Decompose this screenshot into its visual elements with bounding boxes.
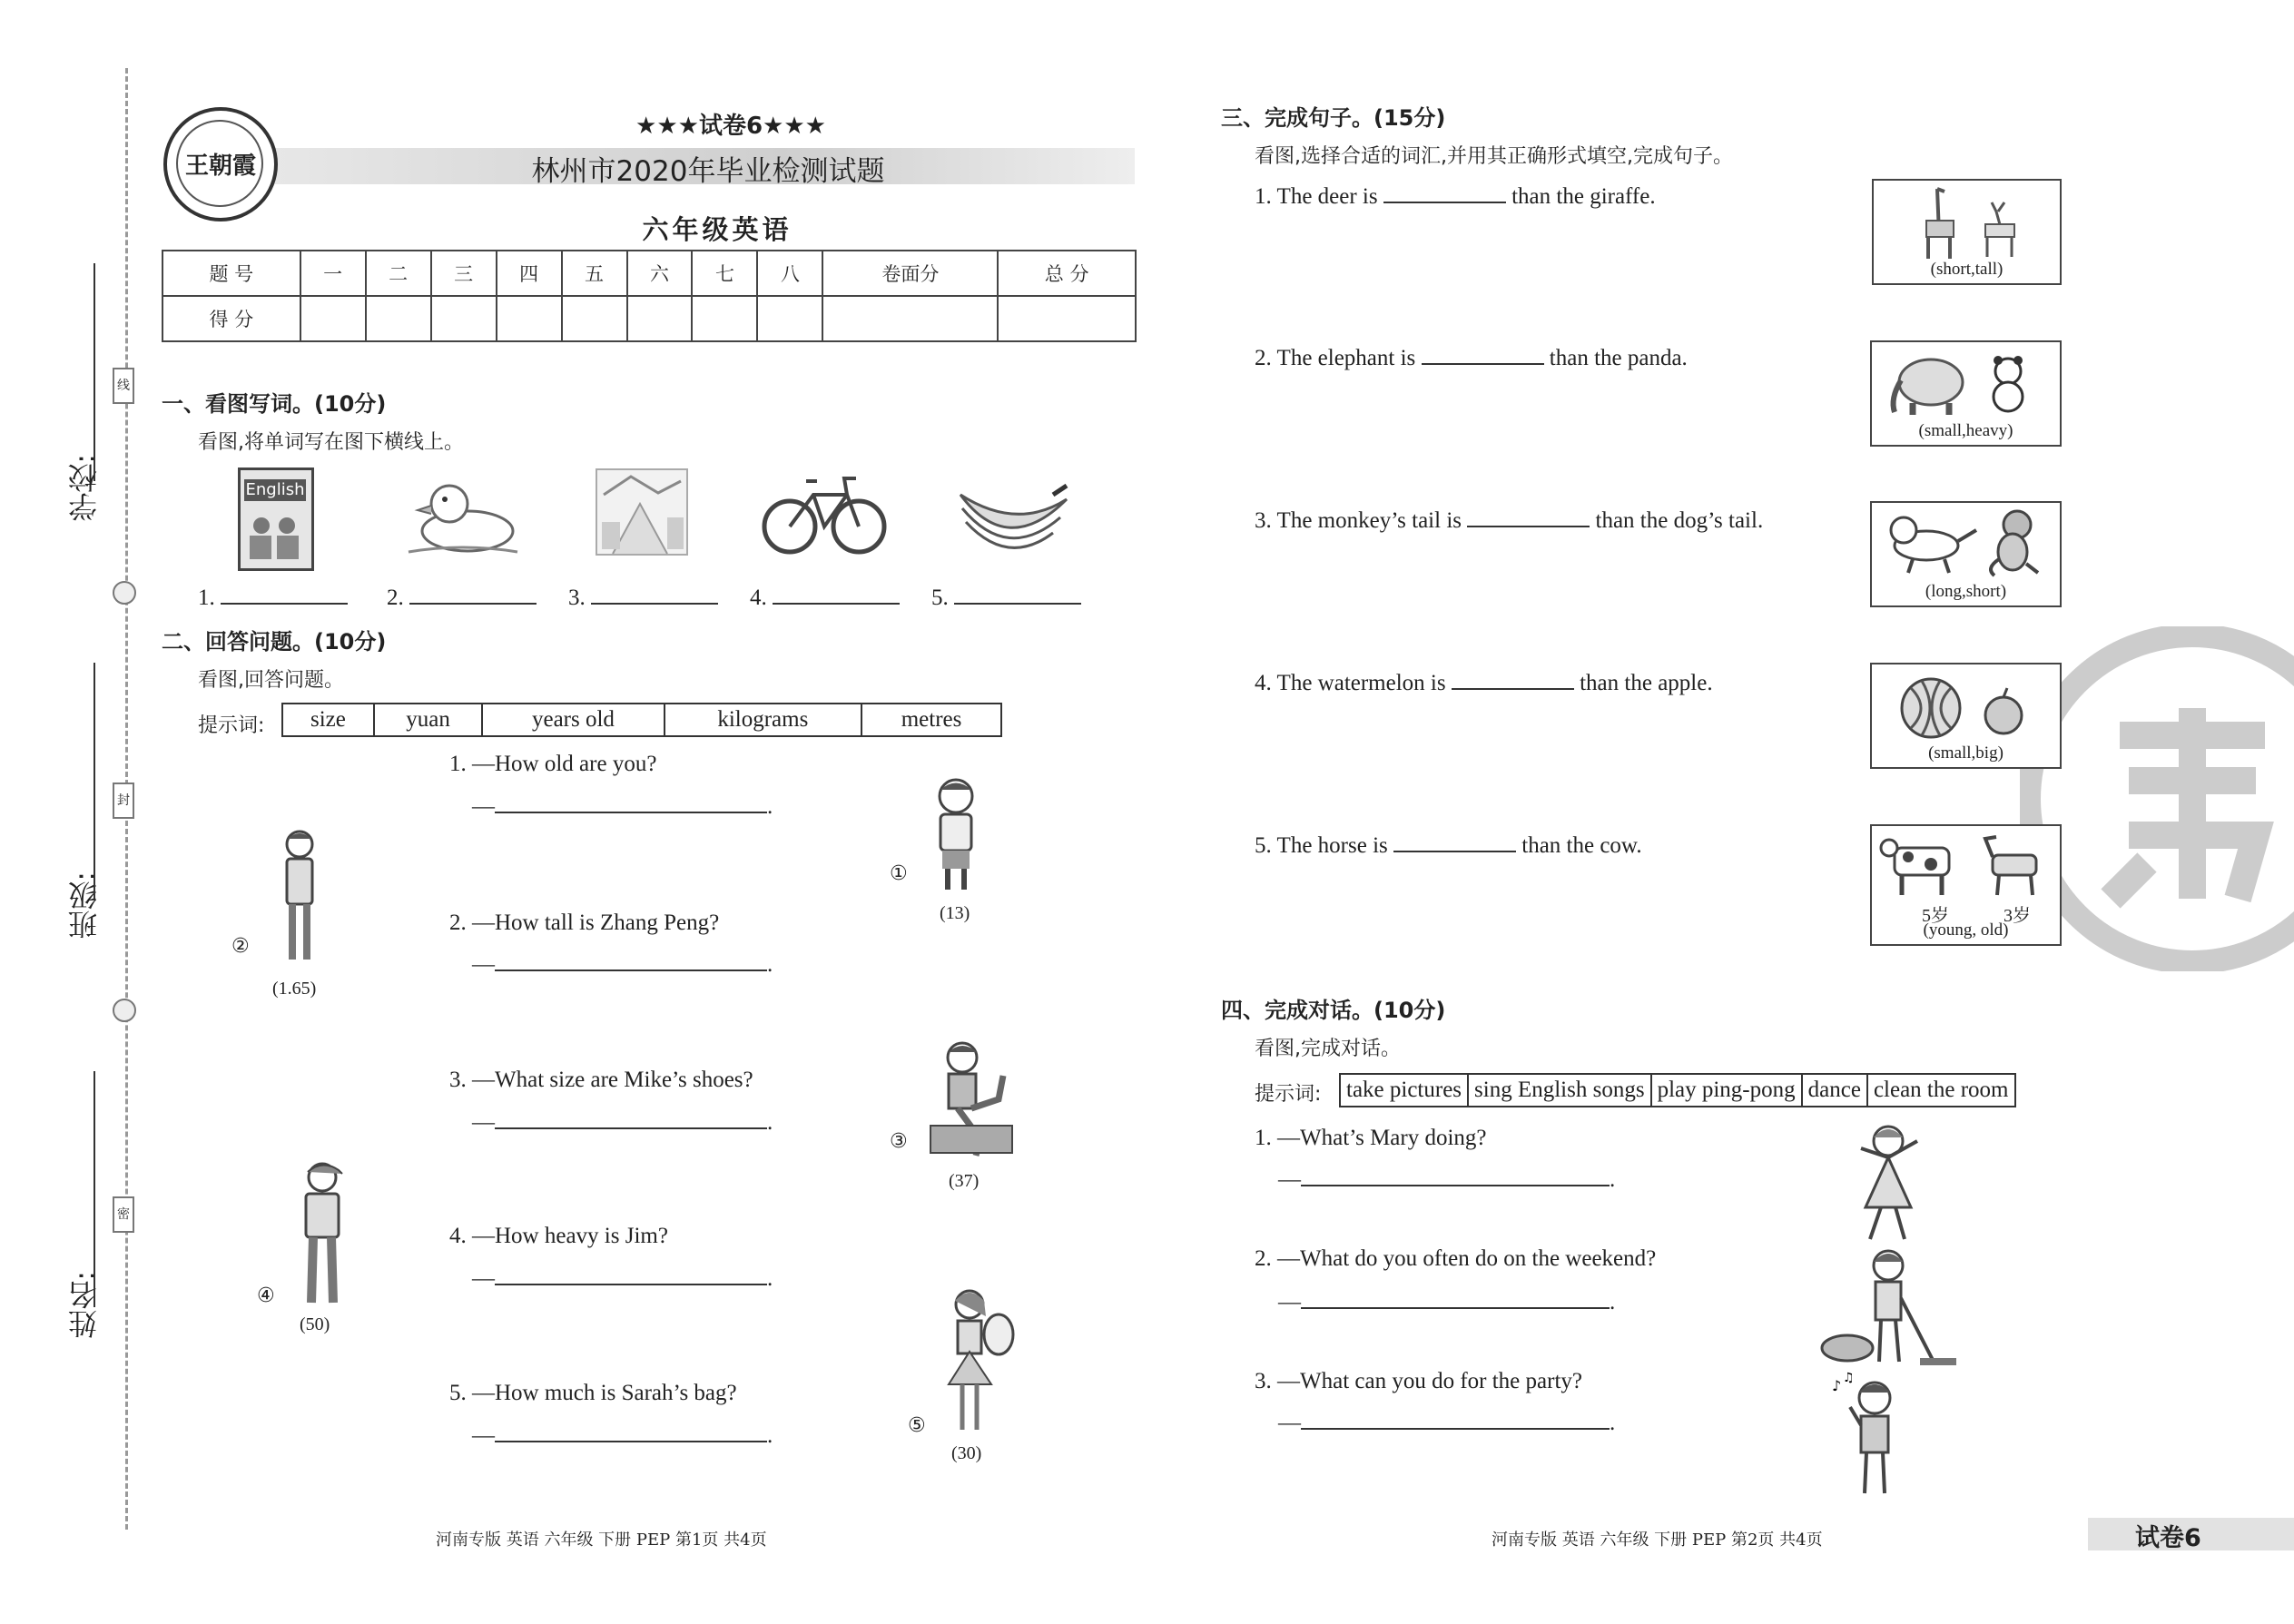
footer-right: 河南专版 英语 六年级 下册 PEP 第2页 共4页 xyxy=(1492,1530,1823,1550)
dialogue-question: 3. —What can you do for the party? xyxy=(1255,1369,1582,1393)
section1-title: 一、看图写词。(10分) xyxy=(162,391,387,417)
score-header: 四 xyxy=(497,251,562,296)
dialogue-question: 1. —What’s Mary doing? xyxy=(1255,1126,1487,1150)
word-number: 2. xyxy=(387,586,404,610)
binding-hole xyxy=(113,999,136,1022)
picture-caption: (small,heavy) xyxy=(1918,421,2013,440)
answer-line[interactable]: — . xyxy=(472,1264,773,1292)
hint-word: metres xyxy=(861,704,1001,736)
section4-title: 四、完成对话。(10分) xyxy=(1221,998,1446,1023)
cow-age: 5岁 xyxy=(1922,906,1949,926)
score-cell xyxy=(757,296,822,341)
score-header: 五 xyxy=(562,251,627,296)
section2-hint-label: 提示词: xyxy=(198,714,265,737)
answer-line[interactable]: — . xyxy=(472,792,773,820)
sentence-1[interactable]: 1. The deer is than the giraffe. xyxy=(1255,182,1656,210)
word-number: 5. xyxy=(931,586,949,610)
figure-number: ⑤ xyxy=(908,1414,926,1437)
dog-monkey-picture xyxy=(1870,501,2062,607)
score-cell xyxy=(692,296,757,341)
hint-word: sing English songs xyxy=(1468,1074,1651,1107)
class-line xyxy=(94,663,95,899)
name-label: 姓名: xyxy=(67,1271,102,1339)
paper-label: ★★★试卷6★★★ xyxy=(635,113,826,140)
class-label: 班级: xyxy=(67,871,102,940)
section3-title: 三、完成句子。(15分) xyxy=(1221,105,1446,131)
sentence-3[interactable]: 3. The monkey’s tail is than the dog’s tail. xyxy=(1255,506,1763,534)
figure-value: (13) xyxy=(940,903,970,923)
footer-left: 河南专版 英语 六年级 下册 PEP 第1页 共4页 xyxy=(436,1530,767,1550)
bicycle-image xyxy=(761,468,888,558)
book-label: English xyxy=(245,480,305,499)
figure-value: (30) xyxy=(951,1443,982,1463)
section4-hint-label: 提示词: xyxy=(1255,1083,1322,1106)
score-table xyxy=(162,250,1137,342)
picture-caption: (long,short) xyxy=(1925,582,2007,601)
hint-word: years old xyxy=(482,704,664,736)
question: 5. —How much is Sarah’s bag? xyxy=(449,1381,737,1405)
hint-word: take pictures xyxy=(1340,1074,1468,1107)
school-label: 学校: xyxy=(67,454,102,522)
figure-number: ④ xyxy=(257,1284,275,1307)
svg-text:♪: ♪ xyxy=(1832,1377,1842,1394)
score-header: 一 xyxy=(300,251,366,296)
word-blank-5[interactable] xyxy=(931,583,1081,611)
bananas-image xyxy=(953,477,1071,558)
question: 4. —How heavy is Jim? xyxy=(449,1224,668,1248)
word-blank-2[interactable] xyxy=(387,583,537,611)
section3-instruction: 看图,选择合适的词汇,并用其正确形式填空,完成句子。 xyxy=(1255,145,1733,168)
word-number: 1. xyxy=(198,586,215,610)
score-cell xyxy=(497,296,562,341)
word-number: 3. xyxy=(568,586,586,610)
school-line xyxy=(94,263,95,481)
score-cell xyxy=(627,296,693,341)
svg-text:♫: ♫ xyxy=(1843,1371,1855,1385)
dialogue-question: 2. —What do you often do on the weekend? xyxy=(1255,1246,1657,1271)
word-number: 4. xyxy=(750,586,767,610)
score-header: 六 xyxy=(627,251,693,296)
section2-hint-table xyxy=(281,703,1002,737)
score-cell xyxy=(562,296,627,341)
answer-line[interactable]: — . xyxy=(472,1421,773,1449)
dialogue-answer-line[interactable]: — . xyxy=(1278,1408,1615,1436)
answer-line[interactable]: — . xyxy=(472,1107,773,1136)
hint-word: kilograms xyxy=(665,704,862,736)
figure-number: ② xyxy=(231,935,250,958)
score-header: 七 xyxy=(692,251,757,296)
corner-label: 试卷6 xyxy=(2135,1524,2201,1552)
logo-text: 王朝霞 xyxy=(184,153,256,180)
score-header: 卷面分 xyxy=(822,251,998,296)
question: 1. —How old are you? xyxy=(449,752,657,776)
picture-caption: (young, old) xyxy=(1923,920,2009,940)
hint-word: size xyxy=(282,704,374,736)
seal-mark-seal: 封 xyxy=(113,782,134,819)
hint-word: clean the room xyxy=(1867,1074,2015,1107)
section4-hint-table xyxy=(1339,1073,2016,1107)
figure-number: ③ xyxy=(890,1130,908,1153)
hint-word: dance xyxy=(1802,1074,1867,1107)
score-header: 总 分 xyxy=(998,251,1136,296)
name-line xyxy=(94,1071,95,1307)
subject-title: 六年级英语 xyxy=(642,214,793,245)
section2-title: 二、回答问题。(10分) xyxy=(162,629,387,655)
english-book-image xyxy=(238,468,314,571)
sentence-2[interactable]: 2. The elephant is than the panda. xyxy=(1255,343,1688,371)
score-cell xyxy=(822,296,998,341)
score-header: 八 xyxy=(757,251,822,296)
dialogue-answer-line[interactable]: — . xyxy=(1278,1287,1615,1315)
score-row-label: 得 分 xyxy=(162,296,300,341)
word-blank-1[interactable] xyxy=(198,583,348,611)
watermelon-apple-picture xyxy=(1870,663,2062,769)
seal-mark-line: 线 xyxy=(113,368,134,404)
boy-figure-4 xyxy=(286,1157,359,1307)
score-cell xyxy=(300,296,366,341)
figure-value: (50) xyxy=(300,1314,330,1334)
word-blank-3[interactable] xyxy=(568,583,718,611)
question: 3. —What size are Mike’s shoes? xyxy=(449,1068,753,1092)
section1-instruction: 看图,将单词写在图下横线上。 xyxy=(198,431,464,454)
hint-word: play ping-pong xyxy=(1651,1074,1802,1107)
logo xyxy=(163,107,278,221)
giraffe-deer-picture xyxy=(1872,179,2062,285)
score-cell xyxy=(998,296,1136,341)
question: 2. —How tall is Zhang Peng? xyxy=(449,910,720,935)
score-header: 二 xyxy=(366,251,431,296)
boy-figure-2 xyxy=(272,828,327,964)
score-header: 三 xyxy=(431,251,497,296)
elephant-panda-picture xyxy=(1870,340,2062,447)
figure-value: (37) xyxy=(949,1171,980,1191)
figure-value: (1.65) xyxy=(272,979,317,999)
section4-instruction: 看图,完成对话。 xyxy=(1255,1038,1401,1060)
dialogue-answer-line[interactable]: — . xyxy=(1278,1165,1615,1193)
boy-singing-image xyxy=(1825,1371,1925,1498)
girl-figure-5 xyxy=(935,1284,1017,1434)
boy-sitting-figure-3 xyxy=(926,1039,1017,1157)
section2-instruction: 看图,回答问题。 xyxy=(198,669,344,692)
horse-age: 3岁 xyxy=(2004,906,2031,926)
score-cell xyxy=(431,296,497,341)
park-image xyxy=(595,468,694,558)
duck-image xyxy=(399,472,527,563)
girl-cleaning-image xyxy=(1816,1244,1961,1371)
sentence-4[interactable]: 4. The watermelon is than the apple. xyxy=(1255,668,1713,696)
sentence-5[interactable]: 5. The horse is than the cow. xyxy=(1255,831,1642,859)
word-blank-4[interactable] xyxy=(750,583,900,611)
figure-number: ① xyxy=(890,862,908,885)
exam-title: 林州市2020年毕业检测试题 xyxy=(531,155,885,188)
answer-line[interactable]: — . xyxy=(472,950,773,978)
cow-horse-picture xyxy=(1870,824,2062,946)
binding-hole xyxy=(113,581,136,605)
score-header: 题 号 xyxy=(162,251,300,296)
hint-word: yuan xyxy=(374,704,482,736)
seal-mark-secret: 密 xyxy=(113,1196,134,1233)
picture-caption: (short,tall) xyxy=(1930,260,2004,279)
picture-caption: (small,big) xyxy=(1928,743,2004,763)
score-cell xyxy=(366,296,431,341)
girl-dancing-image xyxy=(1834,1121,1943,1244)
boy-figure-1 xyxy=(924,776,988,894)
